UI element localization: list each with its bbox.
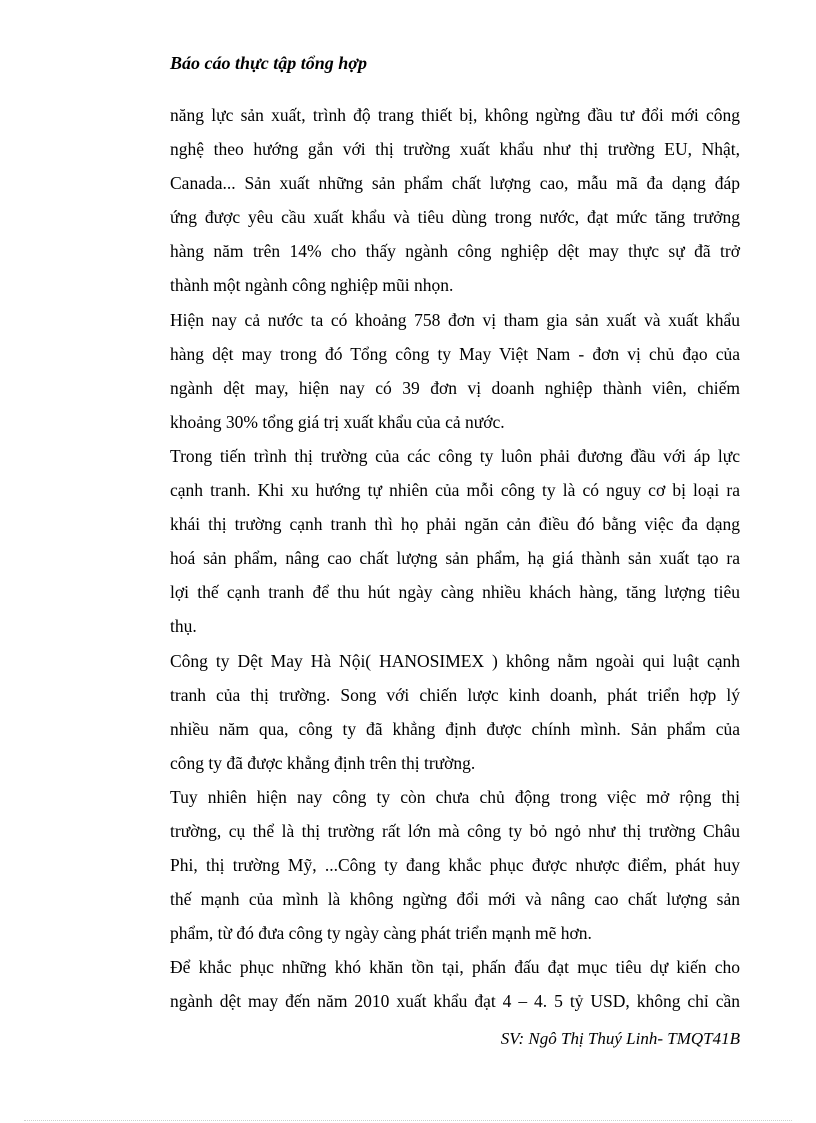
paragraph-line: nhiều năm qua, công ty đã khẳng định được chính mình. Sản phẩm của xyxy=(170,718,740,739)
paragraph-line: lợi thế cạnh tranh để thu hút ngày càng nhiều khách hàng, tăng lượng tiêu xyxy=(170,582,740,603)
body-paragraph xyxy=(170,952,740,1020)
paragraph-line: hoá sản phẩm, nâng cao chất lượng sản phẩm, hạ giá thành sản xuất tạo ra xyxy=(170,548,740,569)
paragraph-line: trường, cụ thể là thị trường rất lớn mà công ty bỏ ngỏ như thị trường Châu xyxy=(170,820,740,841)
paragraph-line: Để khắc phục những khó khăn tồn tại, phấn đấu đạt mục tiêu dự kiến cho xyxy=(170,957,740,978)
paragraph-line: thành một ngành công nghiệp mũi nhọn. xyxy=(170,275,454,296)
paragraph-line: Phi, thị trường Mỹ, ...Công ty đang khắc phục được nhược điểm, phát huy xyxy=(170,855,740,876)
paragraph-line: phẩm, từ đó đưa công ty ngày càng phát triển mạnh mẽ hơn. xyxy=(170,923,592,944)
paragraph-line: tranh của thị trường. Song với chiến lược kinh doanh, phát triển hợp lý xyxy=(170,684,740,705)
paragraph-line: Tuy nhiên hiện nay công ty còn chưa chủ động trong việc mở rộng thị xyxy=(170,786,740,807)
paragraph-line: ngành dệt may đến năm 2010 xuất khẩu đạt 4 – 4. 5 tỷ USD, không chỉ cần xyxy=(170,991,740,1012)
page-bottom-divider xyxy=(24,1120,792,1121)
paragraph-line: Canada... Sản xuất những sản phẩm chất lượng cao, mẫu mã đa dạng đáp xyxy=(170,173,740,194)
paragraph-line: năng lực sản xuất, trình độ trang thiết bị, không ngừng đầu tư đổi mới công xyxy=(170,105,740,125)
body-paragraph xyxy=(170,100,740,305)
body-paragraph xyxy=(170,646,740,782)
paragraph-line: thế mạnh của mình là không ngừng đổi mới và nâng cao chất lượng sản xyxy=(170,889,740,910)
paragraph-line: cạnh tranh. Khi xu hướng tự nhiên của mỗi công ty là có nguy cơ bị loại ra xyxy=(170,480,740,501)
page-header-title: Báo cáo thực tập tổng hợp xyxy=(170,53,367,73)
paragraph-line: ngành dệt may, hiện nay có 39 đơn vị doanh nghiệp thành viên, chiếm xyxy=(170,377,740,398)
document-body xyxy=(170,100,740,1021)
page-footer-author: SV: Ngô Thị Thuý Linh- TMQT41B xyxy=(500,1029,740,1048)
paragraph-line: khái thị trường cạnh tranh thì họ phải ngăn cản điều đó bằng việc đa dạng xyxy=(170,514,740,535)
paragraph-line: Hiện nay cả nước ta có khoảng 758 đơn vị tham gia sản xuất và xuất khẩu xyxy=(170,309,740,330)
paragraph-line: hàng dệt may trong đó Tổng công ty May Việt Nam - đơn vị chủ đạo của xyxy=(170,343,740,364)
paragraph-line: hàng năm trên 14% cho thấy ngành công nghiệp dệt may thực sự đã trở xyxy=(170,241,740,262)
paragraph-line: Trong tiến trình thị trường của các công ty luôn phải đương đầu với áp lực xyxy=(170,445,740,466)
paragraph-line: nghệ theo hướng gắn với thị trường xuất khẩu như thị trường EU, Nhật, xyxy=(170,139,740,160)
paragraph-line: công ty đã được khẳng định trên thị trường. xyxy=(170,752,476,773)
paragraph-line: khoảng 30% tổng giá trị xuất khẩu của cả nước. xyxy=(170,411,505,432)
paragraph-line: ứng được yêu cầu xuất khẩu và tiêu dùng trong nước, đạt mức tăng trưởng xyxy=(170,207,740,228)
paragraph-line: Công ty Dệt May Hà Nội( HANOSIMEX ) không nằm ngoài qui luật cạnh xyxy=(170,650,740,671)
body-paragraph xyxy=(170,441,740,646)
paragraph-line: thụ. xyxy=(170,616,197,637)
body-paragraph xyxy=(170,782,740,952)
body-paragraph xyxy=(170,305,740,441)
